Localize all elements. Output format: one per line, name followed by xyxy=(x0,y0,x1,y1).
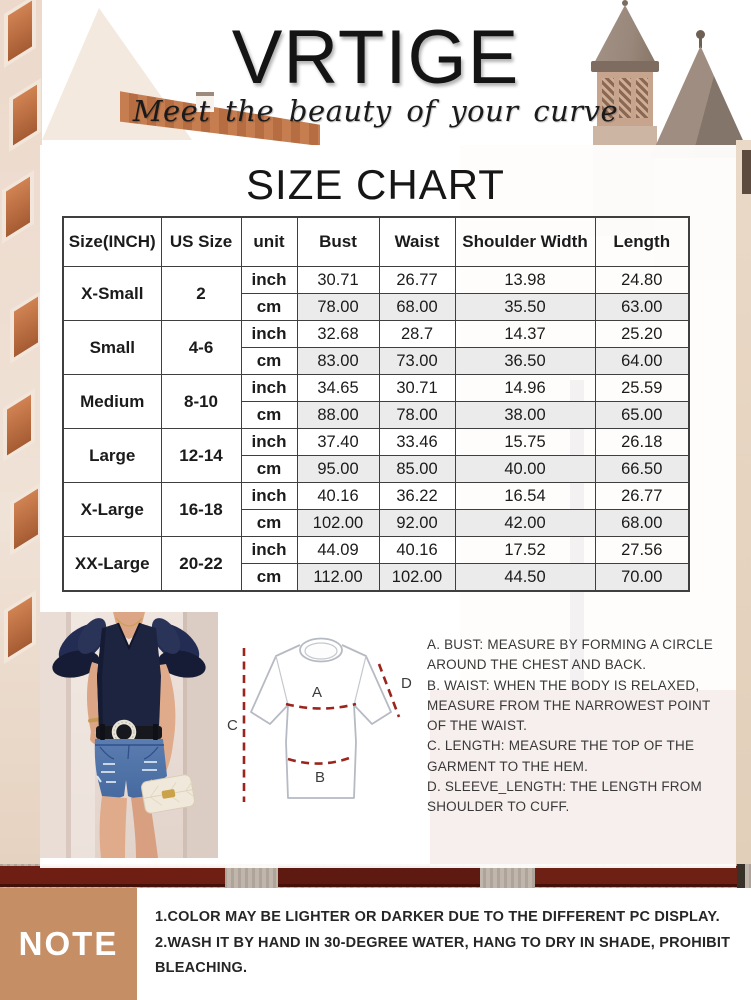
value-cell: 95.00 xyxy=(297,456,379,483)
size-cell: X-Small xyxy=(63,267,161,321)
brand-logo: VRTIGE xyxy=(231,15,520,100)
table-header-row xyxy=(63,217,689,267)
column-header: unit xyxy=(241,217,297,267)
value-cell: 102.00 xyxy=(297,510,379,537)
column-header: Waist xyxy=(379,217,455,267)
value-cell: 78.00 xyxy=(297,294,379,321)
value-cell: 102.00 xyxy=(379,564,455,592)
value-cell: 112.00 xyxy=(297,564,379,592)
table-row xyxy=(63,321,689,348)
guide-line: OF THE WAIST. xyxy=(427,718,528,734)
guide-line: C. LENGTH: MEASURE THE TOP OF THE xyxy=(427,738,695,754)
tshirt-diagram xyxy=(222,620,418,818)
column-header: Shoulder Width xyxy=(455,217,595,267)
note-line: 1.COLOR MAY BE LIGHTER OR DARKER DUE TO THE DIFFERENT PC DISPLAY. xyxy=(155,909,720,925)
value-cell: 66.50 xyxy=(595,456,689,483)
value-cell: 25.59 xyxy=(595,375,689,402)
unit-cell: cm xyxy=(241,294,297,321)
value-cell: 78.00 xyxy=(379,402,455,429)
us-size-cell: 12-14 xyxy=(161,429,241,483)
value-cell: 44.50 xyxy=(455,564,595,592)
value-cell: 65.00 xyxy=(595,402,689,429)
value-cell: 40.16 xyxy=(379,537,455,564)
guide-line: MEASURE FROM THE NARROWEST POINT xyxy=(427,697,711,713)
table-row xyxy=(63,429,689,456)
guide-line: GARMENT TO THE HEM. xyxy=(427,758,589,774)
us-size-cell: 2 xyxy=(161,267,241,321)
brand-tagline: Meet the beauty of your curve xyxy=(132,94,619,128)
table-row xyxy=(63,483,689,510)
mark-d: D xyxy=(401,675,412,692)
unit-cell: inch xyxy=(241,375,297,402)
size-cell: XX-Large xyxy=(63,537,161,592)
value-cell: 28.7 xyxy=(379,321,455,348)
value-cell: 34.65 xyxy=(297,375,379,402)
unit-cell: inch xyxy=(241,429,297,456)
unit-cell: cm xyxy=(241,402,297,429)
value-cell: 73.00 xyxy=(379,348,455,375)
mark-b: B xyxy=(315,769,326,786)
note-text xyxy=(155,905,743,982)
value-cell: 30.71 xyxy=(297,267,379,294)
value-cell: 36.50 xyxy=(455,348,595,375)
value-cell: 17.52 xyxy=(455,537,595,564)
column-header: Size(INCH) xyxy=(63,217,161,267)
unit-cell: cm xyxy=(241,564,297,592)
size-cell: Small xyxy=(63,321,161,375)
note-line: 2.WASH IT BY HAND IN 30-DEGREE WATER, HANG TO DRY IN SHADE, PROHIBIT xyxy=(155,934,731,951)
value-cell: 68.00 xyxy=(595,510,689,537)
value-cell: 40.00 xyxy=(455,456,595,483)
model-photo xyxy=(40,612,218,858)
guide-line: B. WAIST: WHEN THE BODY IS RELAXED, xyxy=(427,677,700,693)
note-label: NOTE xyxy=(18,925,119,962)
value-cell: 26.77 xyxy=(595,483,689,510)
value-cell: 35.50 xyxy=(455,294,595,321)
value-cell: 70.00 xyxy=(595,564,689,592)
value-cell: 40.16 xyxy=(297,483,379,510)
column-header: Length xyxy=(595,217,689,267)
column-header: Bust xyxy=(297,217,379,267)
unit-cell: inch xyxy=(241,537,297,564)
us-size-cell: 4-6 xyxy=(161,321,241,375)
size-cell: Medium xyxy=(63,375,161,429)
column-header: US Size xyxy=(161,217,241,267)
note-box xyxy=(0,888,137,1000)
value-cell: 15.75 xyxy=(455,429,595,456)
value-cell: 27.56 xyxy=(595,537,689,564)
measurement-diagram xyxy=(222,620,418,818)
value-cell: 24.80 xyxy=(595,267,689,294)
page-title: SIZE CHART xyxy=(246,161,505,208)
value-cell: 25.20 xyxy=(595,321,689,348)
value-cell: 63.00 xyxy=(595,294,689,321)
size-chart-table xyxy=(62,216,690,592)
unit-cell: inch xyxy=(241,267,297,294)
us-size-cell: 20-22 xyxy=(161,537,241,592)
value-cell: 16.54 xyxy=(455,483,595,510)
size-cell: X-Large xyxy=(63,483,161,537)
table-row xyxy=(63,267,689,294)
value-cell: 68.00 xyxy=(379,294,455,321)
unit-cell: cm xyxy=(241,456,297,483)
value-cell: 30.71 xyxy=(379,375,455,402)
value-cell: 64.00 xyxy=(595,348,689,375)
value-cell: 85.00 xyxy=(379,456,455,483)
mark-a: A xyxy=(312,684,323,701)
guide-line: A. BUST: MEASURE BY FORMING A CIRCLE xyxy=(427,637,714,652)
value-cell: 26.77 xyxy=(379,267,455,294)
collar-inner xyxy=(305,643,337,659)
guide-line: AROUND THE CHEST AND BACK. xyxy=(427,657,647,673)
mark-c: C xyxy=(227,717,238,734)
value-cell: 33.46 xyxy=(379,429,455,456)
value-cell: 44.09 xyxy=(297,537,379,564)
us-size-cell: 8-10 xyxy=(161,375,241,429)
value-cell: 92.00 xyxy=(379,510,455,537)
value-cell: 32.68 xyxy=(297,321,379,348)
model-illustration xyxy=(40,612,218,858)
size-cell: Large xyxy=(63,429,161,483)
table-row xyxy=(63,537,689,564)
value-cell: 37.40 xyxy=(297,429,379,456)
value-cell: 13.98 xyxy=(455,267,595,294)
measure-guide-text xyxy=(427,635,727,818)
value-cell: 26.18 xyxy=(595,429,689,456)
value-cell: 42.00 xyxy=(455,510,595,537)
guide-line: D. SLEEVE_LENGTH: THE LENGTH FROM xyxy=(427,779,702,795)
table-row xyxy=(63,375,689,402)
unit-cell: cm xyxy=(241,348,297,375)
us-size-cell: 16-18 xyxy=(161,483,241,537)
unit-cell: inch xyxy=(241,483,297,510)
value-cell: 14.37 xyxy=(455,321,595,348)
value-cell: 14.96 xyxy=(455,375,595,402)
value-cell: 36.22 xyxy=(379,483,455,510)
value-cell: 88.00 xyxy=(297,402,379,429)
value-cell: 83.00 xyxy=(297,348,379,375)
note-line: BLEACHING. xyxy=(155,960,248,976)
guide-line: SHOULDER TO CUFF. xyxy=(427,799,570,815)
unit-cell: cm xyxy=(241,510,297,537)
value-cell: 38.00 xyxy=(455,402,595,429)
unit-cell: inch xyxy=(241,321,297,348)
